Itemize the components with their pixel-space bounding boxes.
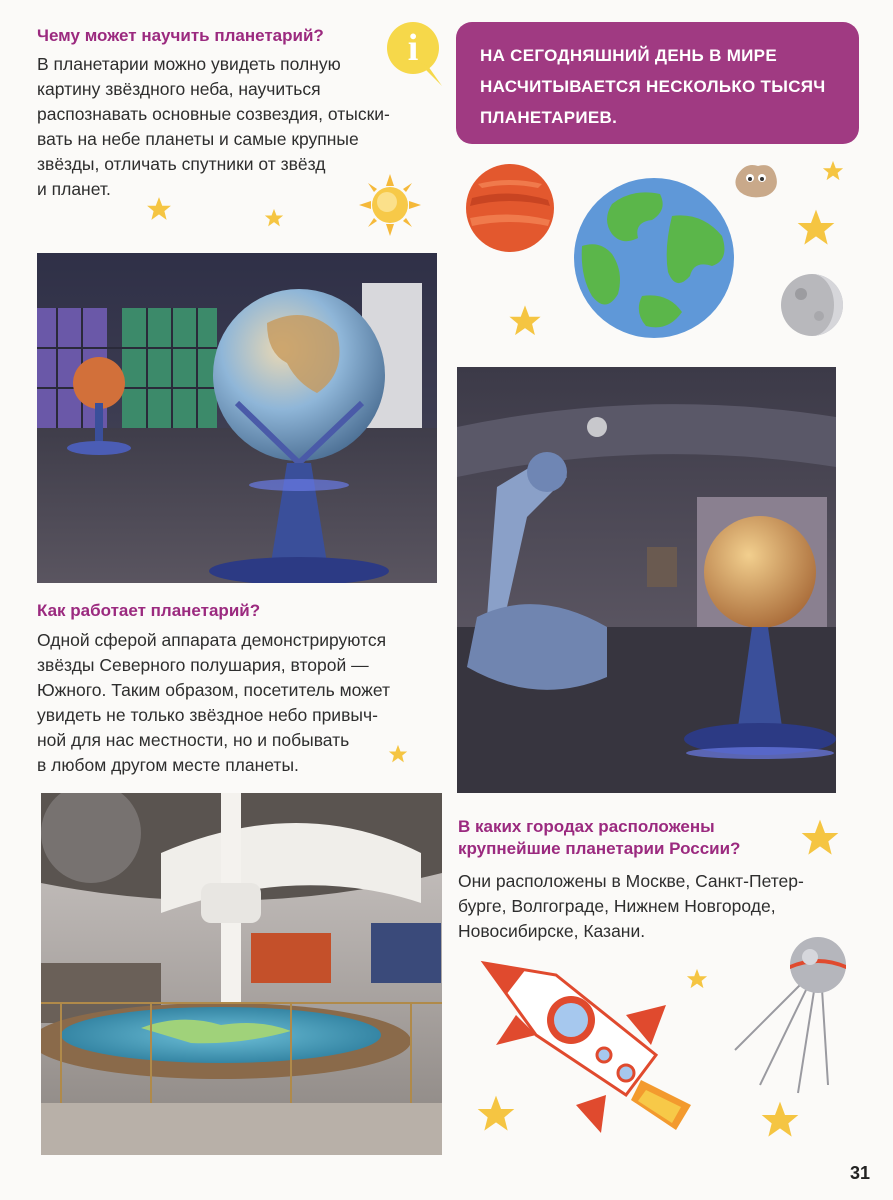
earth-icon <box>572 176 736 340</box>
heading-russian-planetariums: В каких городах расположены крупнейшие планетарии России? <box>458 817 741 858</box>
satellite-icon <box>730 935 860 1095</box>
star-icon <box>264 208 284 228</box>
sun-icon <box>357 172 423 238</box>
moon-icon <box>779 272 845 338</box>
star-icon <box>508 304 542 338</box>
star-icon <box>796 208 836 248</box>
photo-projector-hall <box>457 367 836 793</box>
mars-icon <box>464 162 556 254</box>
photo-globe-hall <box>37 253 437 583</box>
fact-callout <box>456 22 859 144</box>
star-icon <box>476 1094 516 1134</box>
paragraph-russian-planetariums: Они расположены в Москве, Санкт-Петер- бурге, Волгограде, Нижнем Новгороде, Новосибирске, Казани. <box>458 871 804 941</box>
star-icon <box>760 1100 800 1140</box>
paragraph-how-planetarium-works: Одной сферой аппарата демонстрируются звёзды Северного полушария, второй — Южного. Таким образом, посетитель может увидеть не только звёздное небо привыч- ной для нас местности, но и побывать в любом другом месте планеты. <box>37 630 391 775</box>
asteroid-icon <box>732 160 780 200</box>
heading-what-can-planetarium-teach: Чему может научить планетарий? <box>37 26 324 45</box>
page-number: 31 <box>850 1163 871 1183</box>
star-icon <box>800 818 840 858</box>
star-icon <box>822 160 844 182</box>
star-icon <box>388 744 408 764</box>
info-icon-tail <box>416 62 444 88</box>
photo-exhibition-hall <box>41 793 442 1155</box>
star-icon <box>146 196 172 222</box>
paragraph-planetarium-teaches: В планетарии можно увидеть полную картину звёздного неба, научиться распознавать основные созвездия, отыски- вать на небе планеты и самые крупные звёзды, отличать спутники от звёзд и планет. <box>37 54 390 199</box>
callout-text: НА СЕГОДНЯШНИЙ ДЕНЬ В МИРЕ НАСЧИТЫВАЕТСЯ НЕСКОЛЬКО ТЫСЯЧ ПЛАНЕТАРИЕВ. <box>480 46 826 127</box>
heading-how-planetarium-works: Как работает планетарий? <box>37 601 261 620</box>
star-icon <box>686 968 708 990</box>
info-icon-glyph: i <box>407 27 419 69</box>
